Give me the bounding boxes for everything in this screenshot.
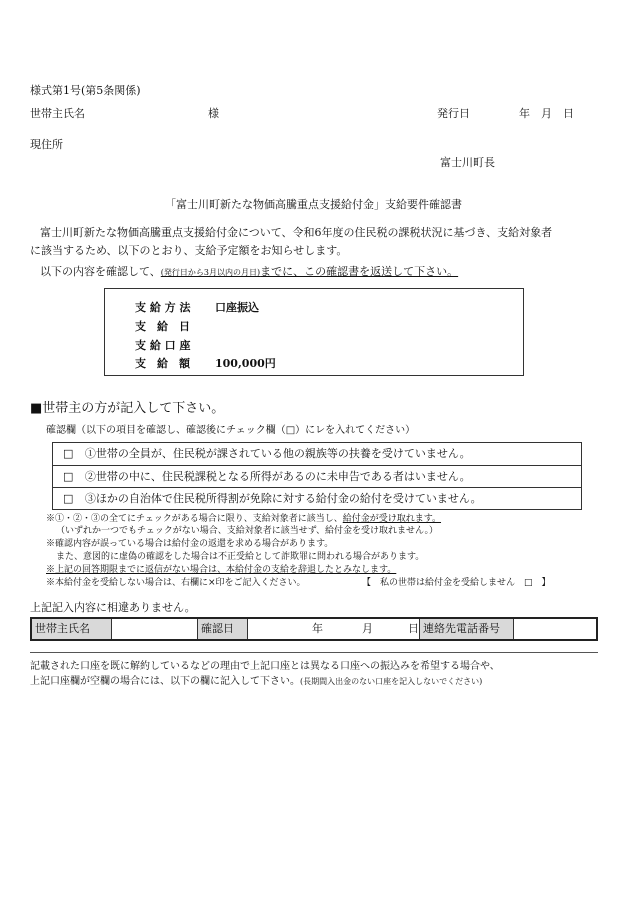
intro-line-3-suffix: までに、この確認書を返送して下さい。 <box>260 265 459 278</box>
sign-phone-input[interactable] <box>514 619 596 639</box>
address-label: 現住所 <box>30 138 63 151</box>
sign-phone-label: 連絡先電話番号 <box>420 619 514 639</box>
intro-line-3 <box>40 263 458 279</box>
issuer: 富士川町長 <box>440 156 495 169</box>
footer-line-2 <box>30 672 482 687</box>
note-5: ※本給付金を受給しない場合は、右欄に×印をご記入ください。 <box>46 578 306 588</box>
signature-table <box>30 617 598 641</box>
form-number: 様式第1号(第5条関係) <box>30 84 141 97</box>
intro-line-3-prefix: 以下の内容を確認して、 <box>40 265 161 278</box>
payment-amount-label: 支 給 額 <box>135 357 190 370</box>
check-text-2: ②世帯の中に、住民税課税となる所得があるのに未申告である者はいません。 <box>84 470 471 483</box>
footer-line-1: 記載された口座を既に解約しているなどの理由で上記口座とは異なる口座への振込みを希望する場合や、 <box>30 661 500 672</box>
payment-account-label: 支 給 口 座 <box>135 339 191 352</box>
document-title: 「富士川町新たな物価高騰重点支援給付金」支給要件確認書 <box>165 198 462 211</box>
sign-date-input[interactable] <box>248 619 420 639</box>
return-deadline: (発行日から3月以内の月日) <box>160 268 261 277</box>
payment-amount-value: 100,000円 <box>215 357 276 370</box>
section-heading: ■世帯主の方が記入して下さい。 <box>30 401 225 416</box>
householder-name-label: 世帯主氏名 <box>30 107 85 120</box>
note-1-prefix: ※①・②・③の全てにチェックがある場合に限り、支給対象者に該当し、 <box>46 514 343 524</box>
note-2: ※確認内容が誤っている場合は給付金の返還を求める場合があります。 <box>46 539 334 549</box>
check-row-2[interactable] <box>53 465 581 487</box>
payment-method-value: 口座振込 <box>215 301 259 314</box>
check-row-1[interactable] <box>53 443 581 465</box>
footer-line-2-main: 上記口座欄が空欄の場合には、以下の欄に記入して下さい。 <box>30 676 300 687</box>
checkbox-3[interactable]: □ <box>63 492 74 505</box>
sign-name-label: 世帯主氏名 <box>32 619 112 639</box>
decline-checkbox-box[interactable]: 【 私の世帯は給付金を受給しません □ 】 <box>362 578 551 588</box>
check-text-1: ①世帯の全員が、住民税が課されている他の親族等の扶養を受けていません。 <box>84 447 471 460</box>
payment-date-label: 支 給 日 <box>135 320 190 333</box>
sign-day: 日 <box>408 622 419 635</box>
payment-method-label: 支 給 方 法 <box>135 301 191 314</box>
footer-line-2-small: (長期間入出金のない口座を記入しないでください) <box>300 677 483 686</box>
note-4: ※上記の回答期限までに返信がない場合は、本給付金の支給を辞退したとみなします。 <box>46 565 397 575</box>
issue-date-units: 年 月 日 <box>519 107 574 120</box>
sign-month: 月 <box>362 622 373 635</box>
divider <box>30 652 598 653</box>
check-text-3: ③ほかの自治体で住民税所得割が免除に対する給付金の給付を受けていません。 <box>84 492 482 505</box>
confirmation-checklist <box>52 442 582 510</box>
sign-date-label: 確認日 <box>198 619 248 639</box>
sign-year: 年 <box>312 622 323 635</box>
sign-name-input[interactable] <box>112 619 198 639</box>
note-1b: （いずれか一つでもチェックがない場合、支給対象者に該当せず、給付金を受け取れません。） <box>56 526 439 536</box>
honorific: 様 <box>208 107 219 120</box>
issue-date-label: 発行日 <box>437 107 470 120</box>
intro-line-1: 富士川町新たな物価高騰重点支援給付金について、令和6年度の住民税の課税状況に基づき、支給対象者 <box>40 226 553 239</box>
checkbox-1[interactable]: □ <box>63 447 74 460</box>
agreement-statement: 上記記入内容に相違ありません。 <box>30 601 196 614</box>
note-1-underlined: 給付金が受け取れます。 <box>342 514 442 524</box>
payment-info-box <box>104 288 524 376</box>
check-row-3[interactable] <box>53 487 581 509</box>
confirm-caption: 確認欄（以下の項目を確認し、確認後にチェック欄（□）にレを入れてください） <box>46 425 416 436</box>
note-3: また、意図的に虚偽の確認をした場合は不正受給として詐欺罪に問われる場合があります。 <box>56 552 425 562</box>
intro-line-2: に該当するため、以下のとおり、支給予定額をお知らせします。 <box>30 244 348 257</box>
note-1 <box>46 514 441 525</box>
checkbox-2[interactable]: □ <box>63 470 74 483</box>
